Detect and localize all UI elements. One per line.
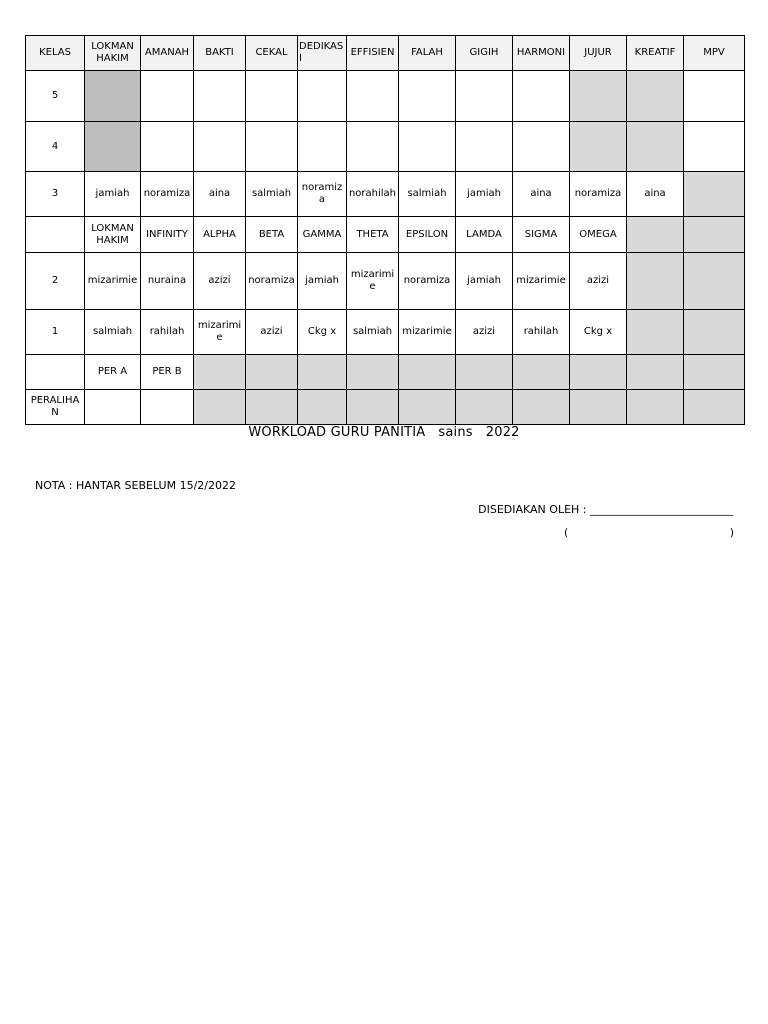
table-cell xyxy=(456,71,513,122)
table-cell xyxy=(513,122,570,172)
header-col: HARMONI xyxy=(513,36,570,71)
table-cell xyxy=(399,355,456,390)
table-cell: noramiza xyxy=(399,253,456,310)
table-cell xyxy=(85,71,141,122)
table-cell: salmiah xyxy=(399,172,456,217)
table-cell xyxy=(684,310,745,355)
table-row xyxy=(26,217,745,253)
table-cell: rahilah xyxy=(513,310,570,355)
table-row xyxy=(26,310,745,355)
table-cell xyxy=(399,122,456,172)
table-cell xyxy=(570,355,627,390)
nota-text: NOTA : HANTAR SEBELUM 15/2/2022 xyxy=(35,479,236,492)
table-cell: jamiah xyxy=(456,253,513,310)
table-cell xyxy=(298,355,347,390)
table-cell xyxy=(246,71,298,122)
table-cell xyxy=(347,71,399,122)
header-col: AMANAH xyxy=(141,36,194,71)
header-col: FALAH xyxy=(399,36,456,71)
table-cell: azizi xyxy=(456,310,513,355)
table-cell: BETA xyxy=(246,217,298,253)
caption-title: WORKLOAD GURU PANITIA xyxy=(248,425,426,440)
table-cell: azizi xyxy=(194,253,246,310)
table-cell xyxy=(513,355,570,390)
prepared-by-line: DISEDIAKAN OLEH : __________________________ xyxy=(478,503,733,516)
table-cell: aina xyxy=(194,172,246,217)
table-cell xyxy=(627,122,684,172)
header-col: CEKAL xyxy=(246,36,298,71)
table-cell xyxy=(347,355,399,390)
row-label: PERALIHAN xyxy=(26,390,85,425)
header-col: LOKMAN HAKIM xyxy=(85,36,141,71)
table-cell: GAMMA xyxy=(298,217,347,253)
table-cell: ALPHA xyxy=(194,217,246,253)
table-cell xyxy=(456,355,513,390)
table-cell: noramiza xyxy=(298,172,347,217)
table-cell xyxy=(347,390,399,425)
table-cell xyxy=(298,122,347,172)
header-col: MPV xyxy=(684,36,745,71)
table-caption xyxy=(0,425,768,440)
table-cell xyxy=(627,390,684,425)
row-label: 2 xyxy=(26,253,85,310)
table-cell xyxy=(85,122,141,172)
table-cell: mizarimie xyxy=(513,253,570,310)
table-cell xyxy=(194,71,246,122)
table-cell: LAMDA xyxy=(456,217,513,253)
table-cell: Ckg x xyxy=(298,310,347,355)
table-cell: mizarimie xyxy=(85,253,141,310)
header-col: JUJUR xyxy=(570,36,627,71)
table-cell xyxy=(347,122,399,172)
table-cell xyxy=(684,172,745,217)
table-cell: salmiah xyxy=(347,310,399,355)
table-cell xyxy=(513,390,570,425)
header-col: EFFISIEN xyxy=(347,36,399,71)
table-cell xyxy=(298,71,347,122)
table-cell: mizarimie xyxy=(399,310,456,355)
table-cell: nuraina xyxy=(141,253,194,310)
table-cell xyxy=(246,355,298,390)
header-col: KREATIF xyxy=(627,36,684,71)
table-cell: jamiah xyxy=(456,172,513,217)
table-cell xyxy=(399,71,456,122)
row-label xyxy=(26,217,85,253)
workload-table xyxy=(25,35,745,425)
table-cell: salmiah xyxy=(246,172,298,217)
table-cell xyxy=(684,217,745,253)
table-cell xyxy=(456,122,513,172)
table-cell xyxy=(246,390,298,425)
table-cell xyxy=(399,390,456,425)
table-cell xyxy=(194,390,246,425)
table-cell: norahilah xyxy=(347,172,399,217)
table-cell: PER B xyxy=(141,355,194,390)
table-cell xyxy=(298,390,347,425)
signature-open-paren: ( xyxy=(564,526,569,539)
table-cell xyxy=(627,310,684,355)
table-cell xyxy=(141,122,194,172)
table-cell: noramiza xyxy=(570,172,627,217)
caption-year: 2022 xyxy=(485,425,520,440)
row-label: 3 xyxy=(26,172,85,217)
table-cell: jamiah xyxy=(85,172,141,217)
table-cell: salmiah xyxy=(85,310,141,355)
header-col: GIGIH xyxy=(456,36,513,71)
row-label xyxy=(26,355,85,390)
table-cell: azizi xyxy=(570,253,627,310)
table-cell: jamiah xyxy=(298,253,347,310)
table-cell xyxy=(141,390,194,425)
table-cell: mizarimie xyxy=(194,310,246,355)
table-row xyxy=(26,172,745,217)
row-label: 5 xyxy=(26,71,85,122)
table-cell: Ckg x xyxy=(570,310,627,355)
table-cell: SIGMA xyxy=(513,217,570,253)
table-cell xyxy=(684,122,745,172)
table-cell xyxy=(246,122,298,172)
table-cell xyxy=(627,71,684,122)
table-cell xyxy=(627,355,684,390)
header-col: BAKTI xyxy=(194,36,246,71)
table-cell: EPSILON xyxy=(399,217,456,253)
table-cell: noramiza xyxy=(246,253,298,310)
table-row xyxy=(26,355,745,390)
table-cell: THETA xyxy=(347,217,399,253)
table-row xyxy=(26,122,745,172)
table-cell xyxy=(456,390,513,425)
header-row xyxy=(26,36,745,71)
table-cell xyxy=(194,122,246,172)
table-cell xyxy=(570,390,627,425)
table-cell xyxy=(570,122,627,172)
table-cell xyxy=(85,390,141,425)
signature-close-paren: ) xyxy=(729,526,734,539)
header-kelas: KELAS xyxy=(26,36,85,71)
table-cell: aina xyxy=(627,172,684,217)
row-label: 4 xyxy=(26,122,85,172)
table-cell: azizi xyxy=(246,310,298,355)
table-row xyxy=(26,390,745,425)
table-cell xyxy=(141,71,194,122)
caption-subject: sains xyxy=(438,425,473,440)
table-cell: PER A xyxy=(85,355,141,390)
table-cell xyxy=(570,71,627,122)
table-cell: mizarimie xyxy=(347,253,399,310)
table-row xyxy=(26,253,745,310)
table-cell xyxy=(684,390,745,425)
table-cell: aina xyxy=(513,172,570,217)
table-cell: INFINITY xyxy=(141,217,194,253)
table-cell xyxy=(684,355,745,390)
table-cell: LOKMAN HAKIM xyxy=(85,217,141,253)
table-cell xyxy=(684,253,745,310)
table-cell xyxy=(627,253,684,310)
table-cell xyxy=(513,71,570,122)
table-row xyxy=(26,71,745,122)
table-cell xyxy=(194,355,246,390)
table-cell: OMEGA xyxy=(570,217,627,253)
table-cell xyxy=(684,71,745,122)
row-label: 1 xyxy=(26,310,85,355)
header-col: DEDIKASI xyxy=(298,36,347,71)
table-cell xyxy=(627,217,684,253)
table-cell: rahilah xyxy=(141,310,194,355)
table-cell: noramiza xyxy=(141,172,194,217)
